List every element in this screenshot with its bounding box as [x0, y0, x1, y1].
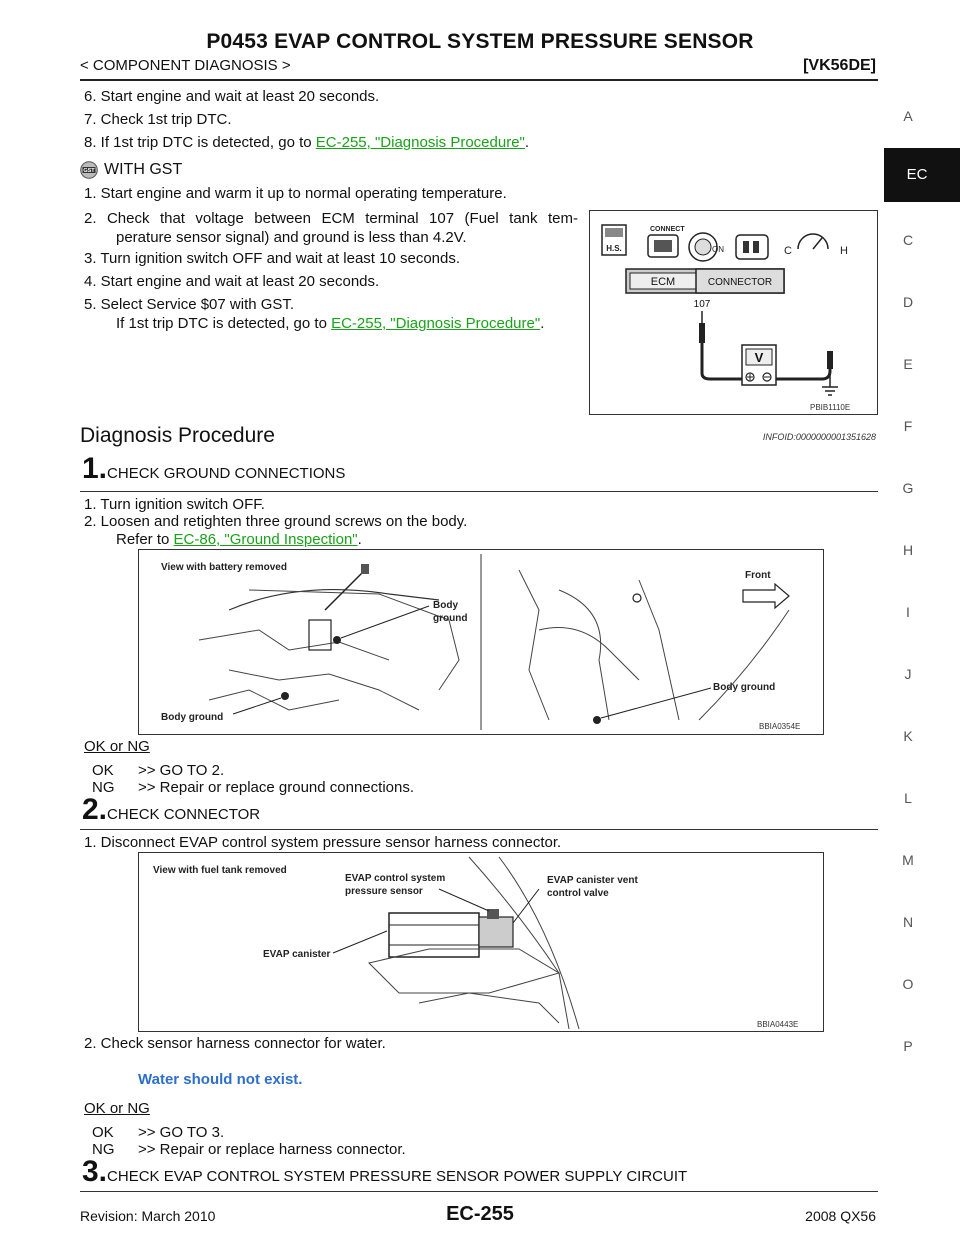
gst-diagnosis-procedure-link[interactable]: EC-255, "Diagnosis Procedure" [331, 315, 541, 332]
step-3-heading [82, 1155, 687, 1189]
gst-step-5-line2 [116, 314, 544, 334]
step-1-title: CHECK GROUND CONNECTIONS [107, 465, 346, 482]
side-index-f[interactable]: F [903, 418, 913, 434]
header-divider [80, 79, 878, 81]
connector-figure [138, 852, 824, 1032]
model-year: 2008 QX56 [805, 1208, 876, 1224]
side-index-l[interactable]: L [904, 790, 912, 806]
front-arrow-icon [743, 584, 789, 608]
side-index-e[interactable]: E [903, 356, 913, 372]
step-6-text: 6. Start engine and wait at least 20 seconds. [84, 88, 380, 105]
gst-heading: WITH GST [104, 161, 183, 178]
gst-step-2a: 2. Check that voltage between ECM terminal 107 (Fuel tank tem- [84, 210, 578, 227]
gst-step-1: 1. Start engine and warm it up to normal operating temperature. [84, 185, 507, 202]
step-3-divider [80, 1191, 878, 1192]
ecm-figure-code: PBIB1110E [810, 403, 851, 412]
side-index-k[interactable]: K [903, 728, 913, 744]
step-1-refer [116, 530, 362, 550]
ground-fig-view-label: View with battery removed [161, 562, 287, 573]
section-title: Diagnosis Procedure [80, 424, 275, 447]
breadcrumb: < COMPONENT DIAGNOSIS > [80, 57, 291, 74]
step-1-ng-key: NG [92, 779, 115, 796]
front-label: Front [745, 570, 771, 581]
vent-valve-label-2: control valve [547, 888, 609, 899]
water-spec: Water should not exist. [138, 1071, 303, 1088]
pressure-sensor-label-2: pressure sensor [345, 886, 423, 897]
body-ground-upper-1: Body [433, 600, 458, 611]
side-index-g[interactable]: G [902, 480, 914, 496]
step-1-ok-value: >> GO TO 2. [138, 762, 225, 779]
on-label: ON [712, 245, 724, 254]
step-2-ok-key: OK [92, 1124, 114, 1141]
gst-step-3: 3. Turn ignition switch OFF and wait at least 10 seconds. [84, 250, 461, 267]
side-index-j[interactable]: J [904, 666, 912, 682]
step-2-number: 2. [82, 793, 108, 826]
step-2-ng-key: NG [92, 1141, 115, 1158]
step-2-heading [82, 793, 260, 827]
hs-badge-label: H.S. [606, 244, 622, 253]
step-2-ok-or-ng: OK or NG [84, 1100, 150, 1117]
gst-step-5: 5. Select Service $07 with GST. [84, 296, 295, 313]
side-index-h[interactable]: H [902, 542, 914, 558]
revision-date: Revision: March 2010 [80, 1208, 216, 1224]
gauge-h-label: H [840, 245, 848, 257]
connect-label: CONNECT [650, 226, 685, 233]
side-index-m[interactable]: M [902, 852, 914, 868]
connector-fig-view-label: View with fuel tank removed [153, 865, 287, 876]
ecm-label: ECM [650, 276, 676, 288]
step-2-line-2: 2. Check sensor harness connector for water. [84, 1035, 386, 1052]
gst-step-5-prefix: If 1st trip DTC is detected, go to [116, 315, 332, 332]
body-ground-left: Body ground [161, 712, 224, 723]
diagnosis-procedure-link[interactable]: EC-255, "Diagnosis Procedure" [315, 134, 525, 151]
page-number: EC-255 [446, 1203, 514, 1225]
ecm-voltage-figure [589, 210, 878, 415]
side-index-d[interactable]: D [902, 294, 914, 310]
ground-inspection-link[interactable]: EC-86, "Ground Inspection" [173, 531, 358, 548]
gst-icon [80, 161, 98, 179]
step-1-ng-value: >> Repair or replace ground connections. [138, 779, 415, 796]
step-1-heading [82, 452, 345, 486]
gst-step-5-after: . [540, 315, 545, 332]
step-1-refer-prefix: Refer to [116, 531, 174, 548]
page-title: P0453 EVAP CONTROL SYSTEM PRESSURE SENSOR [206, 30, 754, 53]
step-1-refer-after: . [357, 531, 362, 548]
step-2-line-1: 1. Disconnect EVAP control system pressure sensor harness connector. [84, 834, 562, 851]
vent-valve-label-1: EVAP canister vent [547, 875, 638, 886]
side-index-p[interactable]: P [903, 1038, 913, 1054]
step-3-number: 3. [82, 1155, 108, 1188]
canister-label: EVAP canister [263, 949, 331, 960]
step-1-ok-or-ng: OK or NG [84, 738, 150, 755]
gst-step-4: 4. Start engine and wait at least 20 seconds. [84, 273, 380, 290]
body-ground-upper-2: ground [433, 613, 468, 624]
side-index-i[interactable]: I [906, 604, 910, 620]
step-8-line [84, 133, 529, 153]
step-7-text: 7. Check 1st trip DTC. [84, 111, 232, 128]
info-id: INFOID:0000000001351628 [762, 432, 876, 442]
connector-figure-code: BBIA0443E [757, 1020, 799, 1029]
step-1-ok-key: OK [92, 762, 114, 779]
gst-step-2b: perature sensor signal) and ground is less than 4.2V. [116, 229, 467, 246]
step-1-line-1: 1. Turn ignition switch OFF. [84, 496, 265, 513]
pressure-sensor-label-1: EVAP control system [345, 873, 446, 884]
voltmeter-v-label: V [754, 350, 764, 365]
ground-figure [138, 549, 824, 735]
body-ground-right: Body ground [713, 682, 776, 693]
gst-icon-label: GST [83, 168, 95, 174]
step-1-line-2: 2. Loosen and retighten three ground screws on the body. [84, 513, 468, 530]
step-1-number: 1. [82, 452, 108, 485]
side-index-n[interactable]: N [902, 914, 914, 930]
gauge-c-label: C [784, 245, 792, 257]
terminal-107-label: 107 [693, 299, 711, 310]
ground-figure-code: BBIA0354E [759, 722, 801, 731]
step-2-title: CHECK CONNECTOR [107, 806, 261, 823]
step-8-text: 8. If 1st trip DTC is detected, go to [84, 134, 316, 151]
side-index-a[interactable]: A [903, 108, 913, 124]
connector-label: CONNECTOR [707, 277, 773, 288]
step-1-divider [80, 491, 878, 492]
step-2-ok-value: >> GO TO 3. [138, 1124, 225, 1141]
side-index-o[interactable]: O [902, 976, 914, 992]
side-index-ec-active[interactable]: EC [884, 148, 960, 202]
step-2-ng-value: >> Repair or replace harness connector. [138, 1141, 406, 1158]
step-8-after: . [524, 134, 530, 151]
model-code: [VK56DE] [803, 57, 876, 74]
step-2-divider [80, 829, 878, 830]
side-index-c[interactable]: C [902, 232, 914, 248]
step-3-title: CHECK EVAP CONTROL SYSTEM PRESSURE SENSOR POWER SUPPLY CIRCUIT [107, 1168, 688, 1185]
